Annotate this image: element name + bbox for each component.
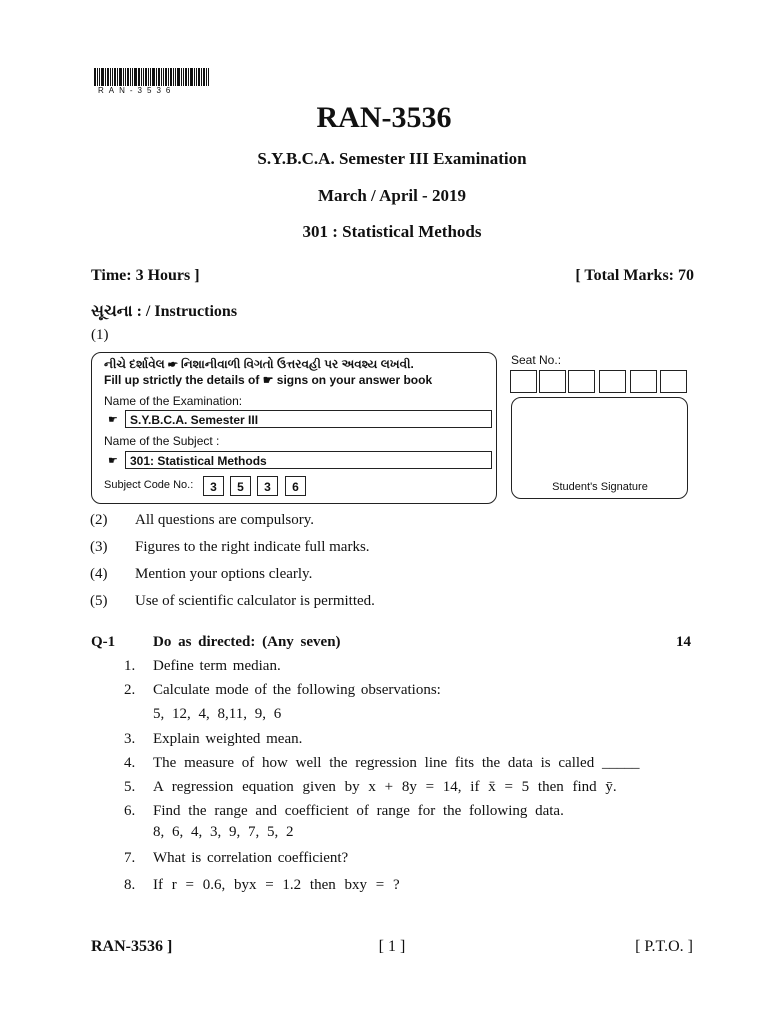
question-item: Define term median.: [153, 658, 281, 674]
instructions-heading: સૂચના : / Instructions: [91, 303, 238, 320]
item-number: 6.: [124, 803, 136, 819]
instruction-number: (5): [90, 593, 108, 609]
question-item: If r = 0.6, byx = 1.2 then bxy = ?: [153, 877, 400, 893]
question-label: Q-1: [91, 634, 116, 650]
pointing-hand-icon: ☛: [108, 414, 118, 426]
exam-session: March / April - 2019: [318, 186, 466, 205]
paper-code-title: RAN-3536: [316, 101, 452, 134]
item-number: 4.: [124, 755, 136, 771]
question-item: Explain weighted mean.: [153, 731, 303, 747]
item-number: 5.: [124, 779, 136, 795]
seat-number-cell: [539, 370, 566, 393]
question-item: What is correlation coefficient?: [153, 850, 349, 866]
question-item: Calculate mode of the following observations:: [153, 682, 441, 698]
subject-code-digit: 6: [285, 476, 306, 496]
seat-number-cell: [510, 370, 537, 393]
student-signature-label: Student's Signature: [552, 481, 648, 493]
item-number: 7.: [124, 850, 136, 866]
total-marks: [ Total Marks: 70: [575, 267, 694, 284]
item-number: 1.: [124, 658, 136, 674]
question-title: Do as directed: (Any seven): [153, 634, 341, 650]
instruction-number: (4): [90, 566, 108, 582]
time-label: Time: 3 Hours ]: [91, 267, 200, 284]
gujarati-instruction: નીચે દર્શાવેલ ☛ નિશાનીવાળી વિગતો ઉત્તરવહી પર અવશ્ય લખવી.: [104, 357, 414, 371]
item-number: 8.: [124, 877, 136, 893]
subject-code-label: Subject Code No.:: [104, 479, 194, 491]
seat-number-cell: [568, 370, 595, 393]
footer-paper-code: RAN-3536 ]: [91, 938, 173, 955]
question-item: The measure of how well the regression line fits the data is called _____: [153, 755, 640, 771]
instruction-text: All questions are compulsory.: [135, 512, 314, 528]
question-marks: 14: [676, 634, 691, 650]
instruction-text: Mention your options clearly.: [135, 566, 313, 582]
item-number: 3.: [124, 731, 136, 747]
seat-number-label: Seat No.:: [511, 353, 562, 367]
subject-name-field: 301: Statistical Methods: [125, 451, 492, 469]
subject-name-label: Name of the Subject :: [104, 434, 220, 448]
subject-code-digit: 5: [230, 476, 251, 496]
please-turn-over: [ P.T.O. ]: [635, 938, 693, 955]
fill-instruction: Fill up strictly the details of ☛ signs on your answer book: [104, 373, 433, 387]
seat-number-cell: [660, 370, 687, 393]
page-number: [ 1 ]: [378, 938, 406, 955]
barcode-text: RAN-3536: [98, 86, 176, 95]
seat-number-cell: [599, 370, 626, 393]
subject-code-digit: 3: [257, 476, 278, 496]
question-item: A regression equation given by x + 8y = 14, if x̄ = 5 then find ȳ.: [153, 779, 617, 795]
item-number: 2.: [124, 682, 136, 698]
barcode: [94, 68, 214, 86]
question-item-data: 8, 6, 4, 3, 9, 7, 5, 2: [153, 824, 294, 840]
pointing-hand-icon: ☛: [108, 455, 118, 467]
instruction-text: Figures to the right indicate full marks.: [135, 539, 370, 555]
exam-name-label: Name of the Examination:: [104, 394, 243, 408]
exam-title: S.Y.B.C.A. Semester III Examination: [257, 149, 527, 168]
instruction-number: (3): [90, 539, 108, 555]
question-item: Find the range and coefficient of range for the following data.: [153, 803, 564, 819]
instruction-number: (2): [90, 512, 108, 528]
subject-title: 301 : Statistical Methods: [302, 222, 482, 241]
instruction-text: Use of scientific calculator is permitted.: [135, 593, 375, 609]
seat-number-cell: [630, 370, 657, 393]
question-item-data: 5, 12, 4, 8,11, 9, 6: [153, 706, 282, 722]
instruction-number: (1): [91, 327, 109, 343]
exam-name-field: S.Y.B.C.A. Semester III: [125, 410, 492, 428]
subject-code-digit: 3: [203, 476, 224, 496]
